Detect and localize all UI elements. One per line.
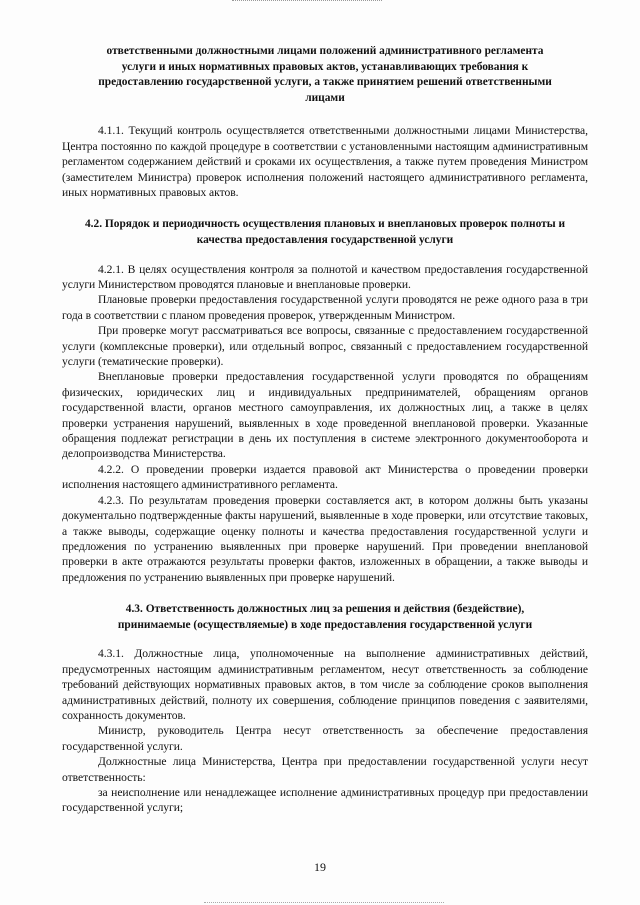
paragraph-4-3-1: 4.3.1. Должностные лица, уполномоченные на выполнение административных действий, предусмотренных настоящим административным регламентом, несут ответственность за соблюдение требований действующих нормативных правовых актов, в том числе за соблюдение сроков выполнения административных действий, полноту их совершения, соблюдение принципов поведения с заявителями, сохранность документов. <box>62 647 588 722</box>
paragraph-4-2-3: 4.2.3. По результатам проведения проверки составляется акт, в котором должны быть указаны документально подтвержденные факты нарушений, выявленные в ходе проверки, или отсутствие таковых, а также выводы, содержащие оценку полноты и качества предоставления государственной услуги и предложения по устранению выявленных при проверке нарушений. При проведении внеплановой проверки в акте отражаются результаты проверки фактов, изложенных в обращении, а также выводы и предложения по устранению выявленных при проверке нарушений. <box>62 493 588 584</box>
scan-artifact-top <box>232 0 382 4</box>
page-number: 19 <box>314 860 326 874</box>
section-heading-4-3: 4.3. Ответственность должностных лиц за решения и действия (бездействие), принимаемые (осуществляемые) в ходе предоставления государственной услуги <box>117 603 533 631</box>
paragraph-planned-checks: Плановые проверки предоставления государственной услуги проводятся не реже одного раза в три года в соответствии с планом проведения проверок, утвержденным Министром. <box>62 293 588 322</box>
paragraph-nonperformance: за неисполнение или ненадлежащее исполнение административных процедур при предоставлении государственной услуги; <box>62 785 588 815</box>
paragraph-officials-responsibility: Должностные лица Министерства, Центра при предоставлении государственной услуги несут ответственность: <box>62 755 588 784</box>
paragraph-unplanned-checks: Внеплановые проверки предоставления государственной услуги проводятся по обращениям физических, юридических лиц и индивидуальных предпринимателей, обращениям органов государственной власти, органов местного самоуправления, их должностных лиц, а также в целях проверки устранения нарушений, выявленных в ходе проведенной внеплановой проверки. Указанные обращения подлежат регистрации в день их поступления в системе электронного документооборота и делопроизводства Министерства. <box>62 370 588 461</box>
paragraph-4-2-1: 4.2.1. В целях осуществления контроля за полнотой и качеством предоставления государственной услуги Министерством проводятся плановые и внеплановые проверки. <box>62 262 588 291</box>
paragraph-minister-responsibility: Министр, руководитель Центра несут ответственность за обеспечение предоставления государственной услуги. <box>62 724 588 753</box>
paragraph-4-1-1: 4.1.1. Текущий контроль осуществляется ответственными должностными лицами Министерства, Центра постоянно по каждой процедуре в соответствии с установленными настоящим административным регламентом содержанием действий и сроками их осуществления, а также путем проведения Министром (заместителем Министра) проверок исполнения положений настоящего административного регламента, иных нормативных правовых актов. <box>62 124 588 199</box>
section-heading-4-2: 4.2. Порядок и периодичность осуществления плановых и внеплановых проверок полноты и качества предоставления государственной услуги <box>84 218 566 246</box>
section-heading-intro: ответственными должностными лицами положений административного регламента услуги и иных нормативных правовых актов, устанавливающих требования к предоставлению государственной услуги, а также принятием решений ответственными лицами <box>98 45 552 104</box>
paragraph-check-questions: При проверке могут рассматриваться все вопросы, связанные с предоставлением государственной услуги (комплексные проверки), или отдельный вопрос, связанный с предоставлением государственной услуги (тематические проверки). <box>62 324 588 369</box>
paragraph-4-2-2: 4.2.2. О проведении проверки издается правовой акт Министерства о проведении проверки исполнения настоящего административного регламента. <box>62 462 588 492</box>
document-body <box>62 44 588 816</box>
